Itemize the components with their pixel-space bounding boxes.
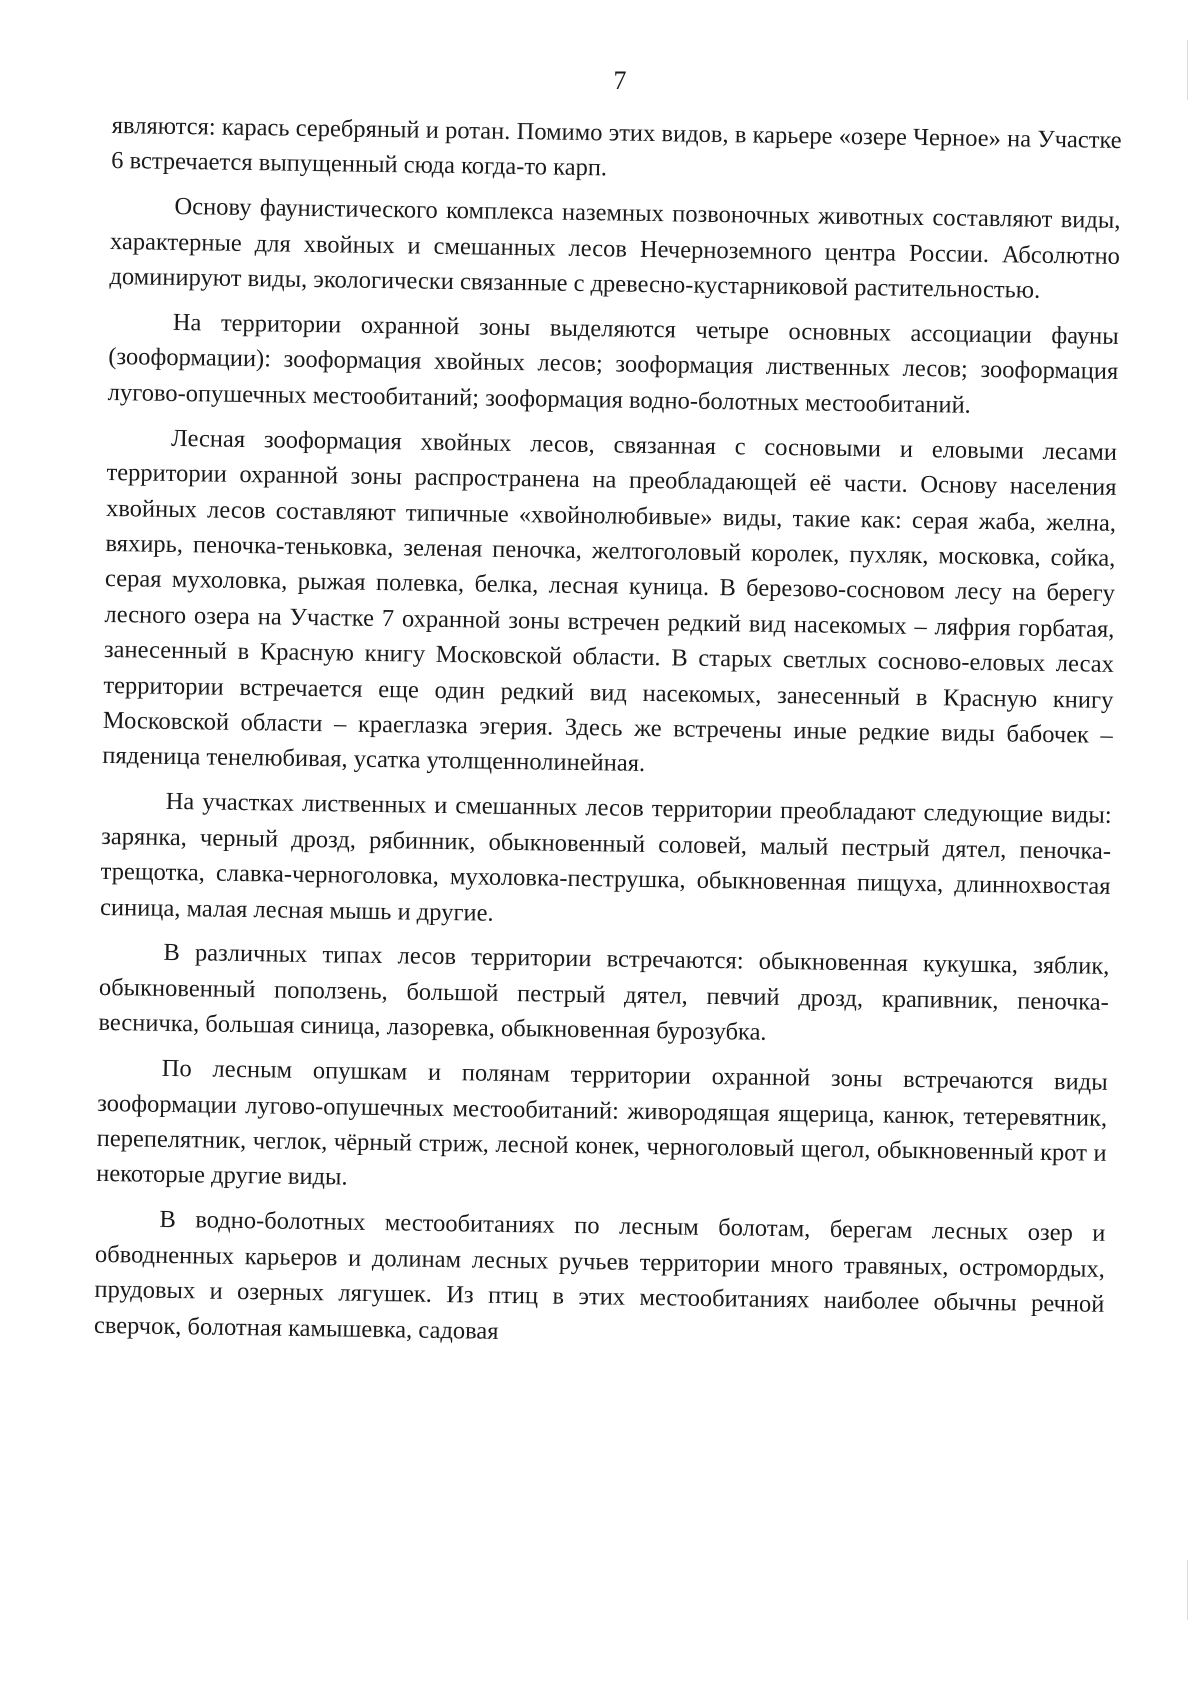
- paragraph-fish-continuation: являются: карась серебряный и ротан. Помимо этих видов, в карьере «озере Черное» на Участке 6 встречается выпущенный сюда когда-то карп.: [111, 111, 1122, 182]
- paragraph-various-forests: В различных типах лесов территории встречаются: обыкновенная кукушка, зяблик, обыкновенный поползень, большой пестрый дятел, певчий дрозд, крапивник, пеночка-весничка, большая синица, лазоревка, обыкновенная бурозубка.: [98, 939, 1110, 1047]
- paragraph-zooformations: На территории охранной зоны выделяются четыре основных ассоциации фауны (зооформации): зооформация хвойных лесов; зооформация лиственных лесов; зооформация лугово-опушечных местообитаний; зооформация водно-болотных местообитаний.: [107, 308, 1119, 419]
- scan-edge-mark-top: [1187, 40, 1188, 100]
- body-text: [94, 108, 1122, 1367]
- paragraph-forest-edges: По лесным опушкам и полянам территории охранной зоны встречаются виды зооформации лугово-опушечных местообитаний: живородящая ящерица, канюк, тетеревятник, перепелятник, чеглок, чёрный стриж, лесной конек, черноголовый щегол, обыкновенный крот и некоторые другие виды.: [95, 1055, 1108, 1191]
- scan-edge-mark-bottom: [1187, 1560, 1188, 1620]
- page-number: 7: [613, 66, 627, 95]
- paragraph-wetlands: В водно-болотных местообитаниях по лесным болотам, берегам лесных озер и обводненных карьеров и долинам лесных ручьев территории много травяных, остромордых, прудовых и озерных лягушек. Из птиц в этих местообитаниях наиболее обычны речной сверчок, болотная камышевка, садовая: [93, 1206, 1106, 1345]
- paragraph-deciduous-forests: На участках лиственных и смешанных лесов территории преобладают следующие виды: зарянка, черный дрозд, рябинник, обыкновенный соловей, малый пестрый дятел, пеночка-трещотка, славка-черноголовка, мухоловка-пеструшка, обыкновенная пищуха, длиннохвостая синица, малая лесная мышь и другие.: [99, 788, 1112, 927]
- paragraph-fauna-basis: Основу фаунистического комплекса наземных позвоночных животных составляют виды, характерные для хвойных и смешанных лесов Нечерноземного центра России. Абсолютно доминируют виды, экологически связанные с древесно-кустарниковой растительностью.: [109, 193, 1121, 304]
- paragraph-coniferous-forests: Лесная зооформация хвойных лесов, связанная с сосновыми и еловыми лесами территории охранной зоны распространена на преобладающей её части. Основу населения хвойных лесов составляют типичные «хвойнолюбивые» виды, такие как: серая жаба, желна, вяхирь, пеночка-теньковка, зеленая пеночка, желтоголовый королек, пухляк, московка, сойка, серая мухоловка, рыжая полевка, белка, лесная куница. В березово-сосновом лесу на берегу лесного озера на Участке 7 охранной зоны встречен редкий вид насекомых – ляфрия горбатая, занесенный в Красную книгу Московской области. В старых светлых сосново-еловых лесах территории встречается еще один редкий вид насекомых, занесенный в Красную книгу Московской области – краеглазка эгерия. Здесь же встречены иные редкие виды бабочек – пяденица тенелюбивая, усатка утолщеннолинейная.: [102, 424, 1118, 778]
